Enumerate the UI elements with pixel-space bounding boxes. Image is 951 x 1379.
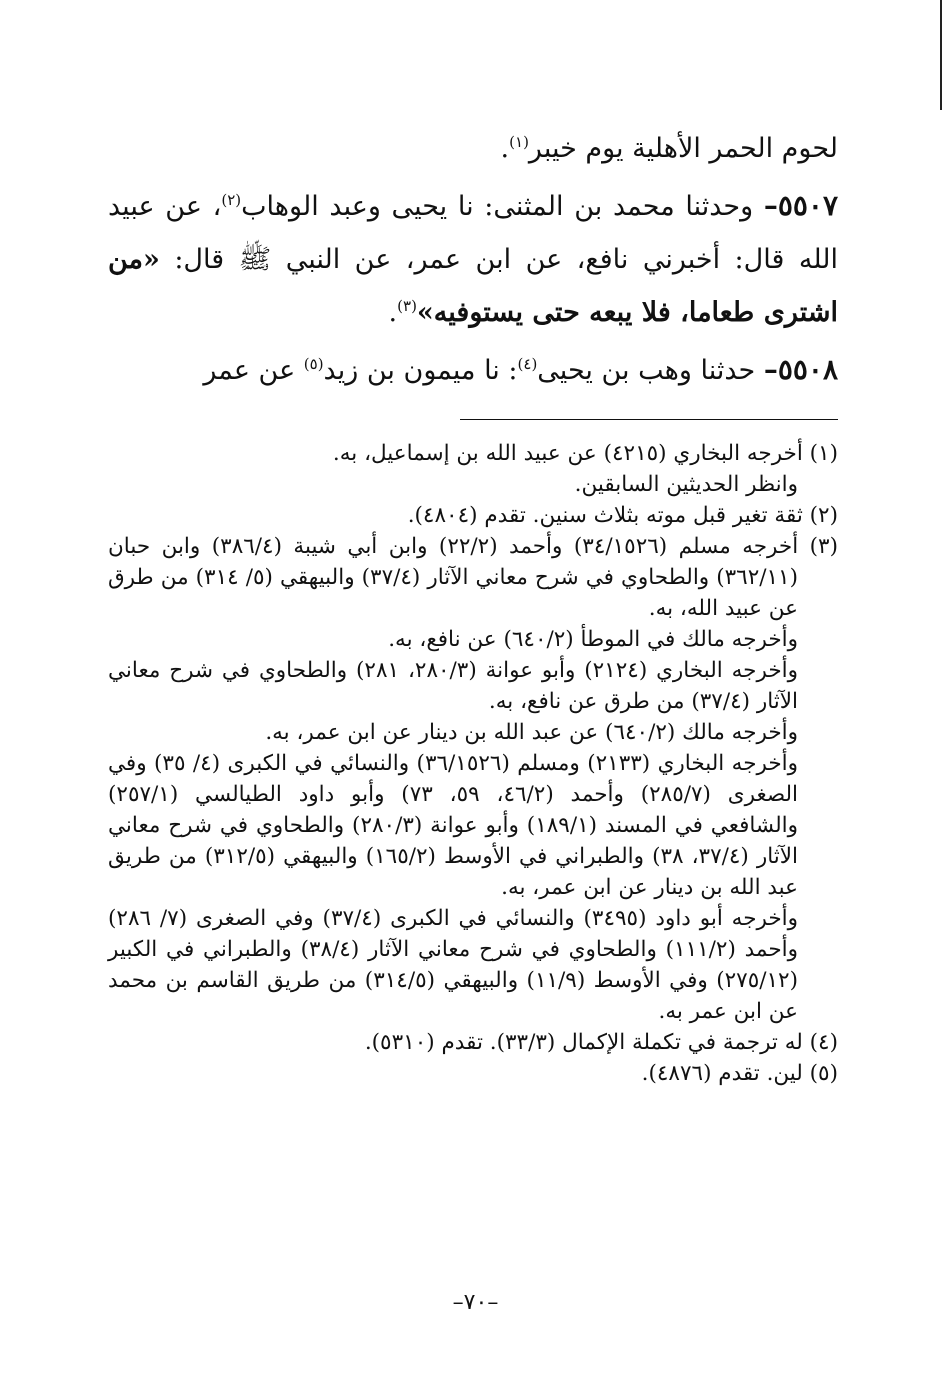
hadith-end: . — [388, 297, 398, 328]
footnote-marker-4: (٤) — [517, 355, 538, 373]
footnote-3-continuation: وأخرجه مالك في الموطأ (٦٤٠/٢) عن نافع، به. — [388, 627, 798, 652]
scan-edge-line — [940, 0, 942, 110]
hadith-5507 — [108, 179, 838, 339]
footnote-3-continuation: وأخرجه أبو داود (٣٤٩٥) والنسائي في الكبرى (٣٧/٤) وفي الصغرى (٧/ ٢٨٦) وأحمد (١١١/٢) والطحاوي في شرح معاني الآثار (٣٨/٤) والطبراني في الكبير (٢٧٥/١٢) وفي الأوسط (١١/٩) والبيهقي (٣١٤/٥) من طريق القاسم بن محمد عن ابن عمر به. — [108, 906, 799, 1024]
footnotes — [108, 438, 838, 1089]
footnote-marker-1: (١) — [509, 133, 529, 151]
hadith-text: ، عن عبيد الله قال: أخبرني نافع، عن ابن عمر، عن النبي ﷺ قال: — [108, 191, 838, 275]
hadith-number: ٥٥٠٧– — [763, 189, 838, 222]
main-line-1-text: لحوم الحمر الأهلية يوم خيبر — [528, 133, 838, 164]
hadith-number: ٥٥٠٨– — [763, 353, 838, 386]
footnote-separator — [460, 419, 838, 420]
hadith-text: : نا ميمون بن زيد — [323, 355, 518, 386]
footnote-5: (٥) لين. تقدم (٤٨٧٦). — [641, 1061, 838, 1086]
page-number: –٧٠– — [452, 1290, 499, 1315]
footnote-2: (٢) ثقة تغير قبل موته بثلاث سنين. تقدم (٤٨٠٤). — [407, 503, 838, 528]
footnote-3-continuation: وأخرجه مالك (٦٤٠/٢) عن عبد الله بن دينار عن ابن عمر، به. — [265, 720, 798, 745]
prophetic-quote: «من اشترى طعاما، فلا يبعه حتى يستوفيه» — [108, 244, 838, 328]
footnote-3-continuation: وأخرجه البخاري (٢١٣٣) ومسلم (٣٦/١٥٢٦) والنسائي في الكبرى (٤/ ٣٥) وفي الصغرى (٢٨٥/٧) وأحمد (٤٦/٢، ٥٩، ٧٣) وأبو داود الطيالسي (٢٥٧/١) والشافعي في المسند (١٨٩/١) وأبو عوانة (٢٨٠/٣) والطحاوي في شرح معاني الآثار (٣٧/٤، ٣٨) والطبراني في الأوسط (١٦٥/٢) والبيهقي (٣١٢/٥) من طريق عبد الله بن دينار عن ابن عمر، به. — [108, 751, 798, 900]
main-line-1: لحوم الحمر الأهلية يوم خيبر$^{(١)}$. — [500, 133, 838, 164]
hadith-5508 — [108, 343, 838, 397]
main-text — [108, 122, 838, 397]
footnote-1: (١) أخرجه البخاري (٤٢١٥) عن عبيد الله بن إسماعيل، به. — [332, 441, 838, 466]
footnote-marker-2: (٢) — [221, 191, 242, 209]
footnote-3: (٣) أخرجه مسلم (٣٤/١٥٢٦) وأحمد (٢٢/٢) وابن أبي شيبة (٣٨٦/٤) وابن حبان (٣٦٢/١١) والطحاوي في شرح معاني الآثار (٣٧/٤) والبيهقي (٥/ ٣١٤) من طرق عن عبيد الله، به. — [108, 534, 838, 621]
footnote-3-continuation: وأخرجه البخاري (٢١٢٤) وأبو عوانة (٢٨٠/٣، ٢٨١) والطحاوي في شرح معاني الآثار (٣٧/٤) من طرق عن نافع، به. — [108, 658, 798, 714]
footnote-1-continuation: وانظر الحديثين السابقين. — [574, 472, 798, 497]
hadith-text: عن عمر — [203, 355, 304, 386]
footnote-marker-5: (٥) — [303, 355, 324, 373]
footnote-marker-3: (٣) — [397, 297, 417, 315]
hadith-text: حدثنا وهب بن يحيى — [537, 355, 764, 386]
footnote-4: (٤) له ترجمة في تكملة الإكمال (٣٣/٣). تقدم (٥٣١٠). — [364, 1030, 838, 1055]
page-body — [108, 122, 838, 1089]
hadith-text: وحدثنا محمد بن المثنى: نا يحيى وعبد الوهاب — [241, 191, 764, 222]
